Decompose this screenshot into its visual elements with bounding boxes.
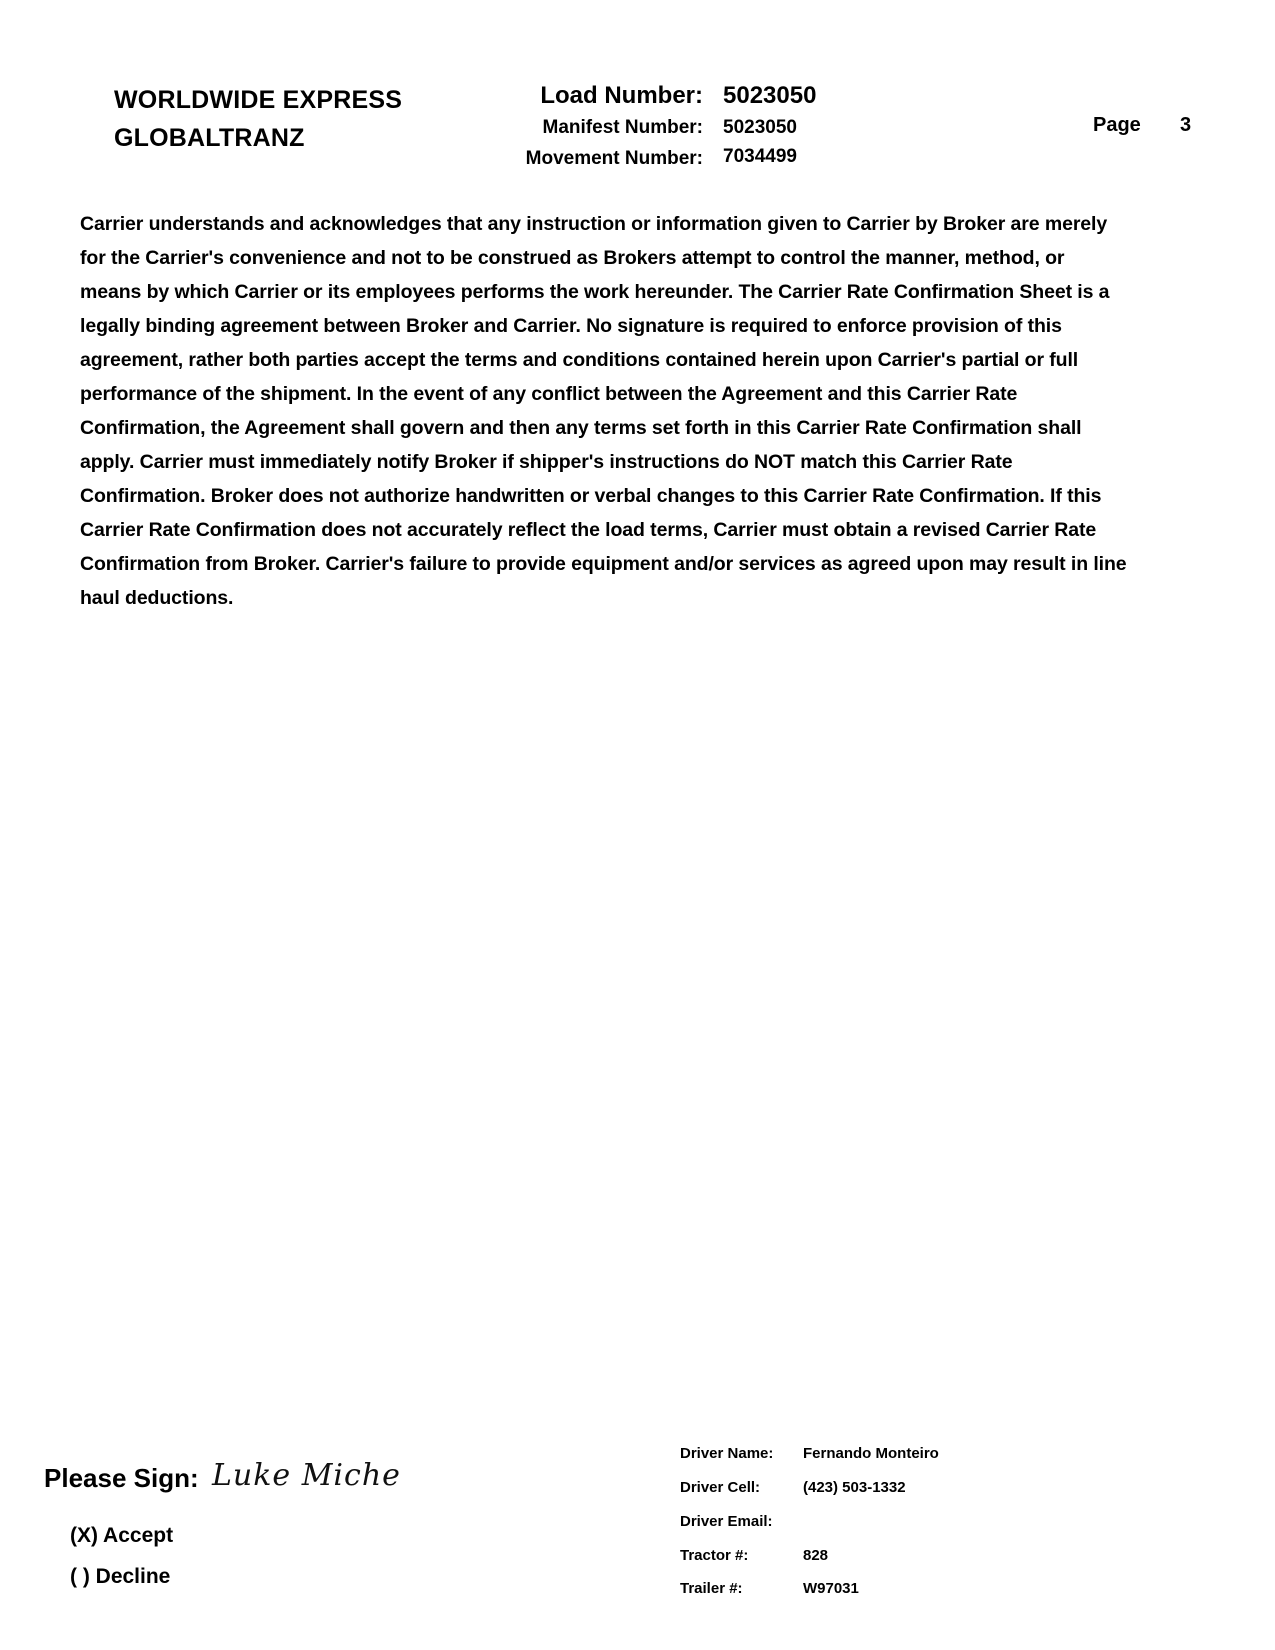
tractor-number-label: Tractor #: (680, 1547, 749, 1564)
manifest-number-label: Manifest Number: (542, 117, 703, 138)
trailer-number-label: Trailer #: (680, 1580, 743, 1597)
company-name-line2: GLOBALTRANZ (114, 124, 305, 152)
manifest-number-value: 5023050 (723, 117, 797, 138)
accept-option[interactable]: (X) Accept (70, 1524, 174, 1547)
please-sign-label: Please Sign: (44, 1463, 199, 1493)
driver-cell-value: (423) 503-1332 (803, 1479, 906, 1496)
driver-name-label: Driver Name: (680, 1445, 774, 1462)
page-number: 3 (1180, 114, 1192, 136)
company-name-line1: WORLDWIDE EXPRESS (114, 86, 403, 114)
load-number-value: 5023050 (723, 82, 817, 109)
page-label: Page (1093, 114, 1141, 136)
driver-email-label: Driver Email: (680, 1513, 773, 1530)
movement-number-value: 7034499 (723, 146, 797, 167)
tractor-number-value: 828 (803, 1547, 829, 1564)
driver-cell-label: Driver Cell: (680, 1479, 761, 1496)
load-number-label: Load Number: (540, 82, 703, 109)
signature-field[interactable]: Luke Miche (212, 1458, 401, 1493)
decline-option[interactable]: ( ) Decline (70, 1565, 171, 1588)
trailer-number-value: W97031 (803, 1580, 859, 1597)
movement-number-label: Movement Number: (525, 148, 703, 169)
terms-paragraph: Carrier understands and acknowledges that any instruction or information given to Carrier by Broker are merely for the Carrier's convenience and not to be construed as Brokers attempt to control the manner, method, or means by which Carrier or its employees performs the work hereunder. The Carrier Rate Confirmation Sheet is a legally binding agreement between Broker and Carrier. No signature is required to enforce provision of this agreement, rather both parties accept the terms and conditions contained herein upon Carrier's partial or full performance of the shipment. In the event of any conflict between the Agreement and this Carrier Rate Confirmation, the Agreement shall govern and then any terms set forth in this Carrier Rate Confirmation shall apply. Carrier must immediately notify Broker if shipper's instructions do NOT match this Carrier Rate Confirmation. Broker does not authorize handwritten or verbal changes to this Carrier Rate Confirmation. If this Carrier Rate Confirmation does not accurately reflect the load terms, Carrier must obtain a revised Carrier Rate Confirmation from Broker. Carrier's failure to provide equipment and/or services as agreed upon may result in line haul deductions. (80, 213, 1127, 609)
driver-name-value: Fernando Monteiro (803, 1445, 939, 1462)
